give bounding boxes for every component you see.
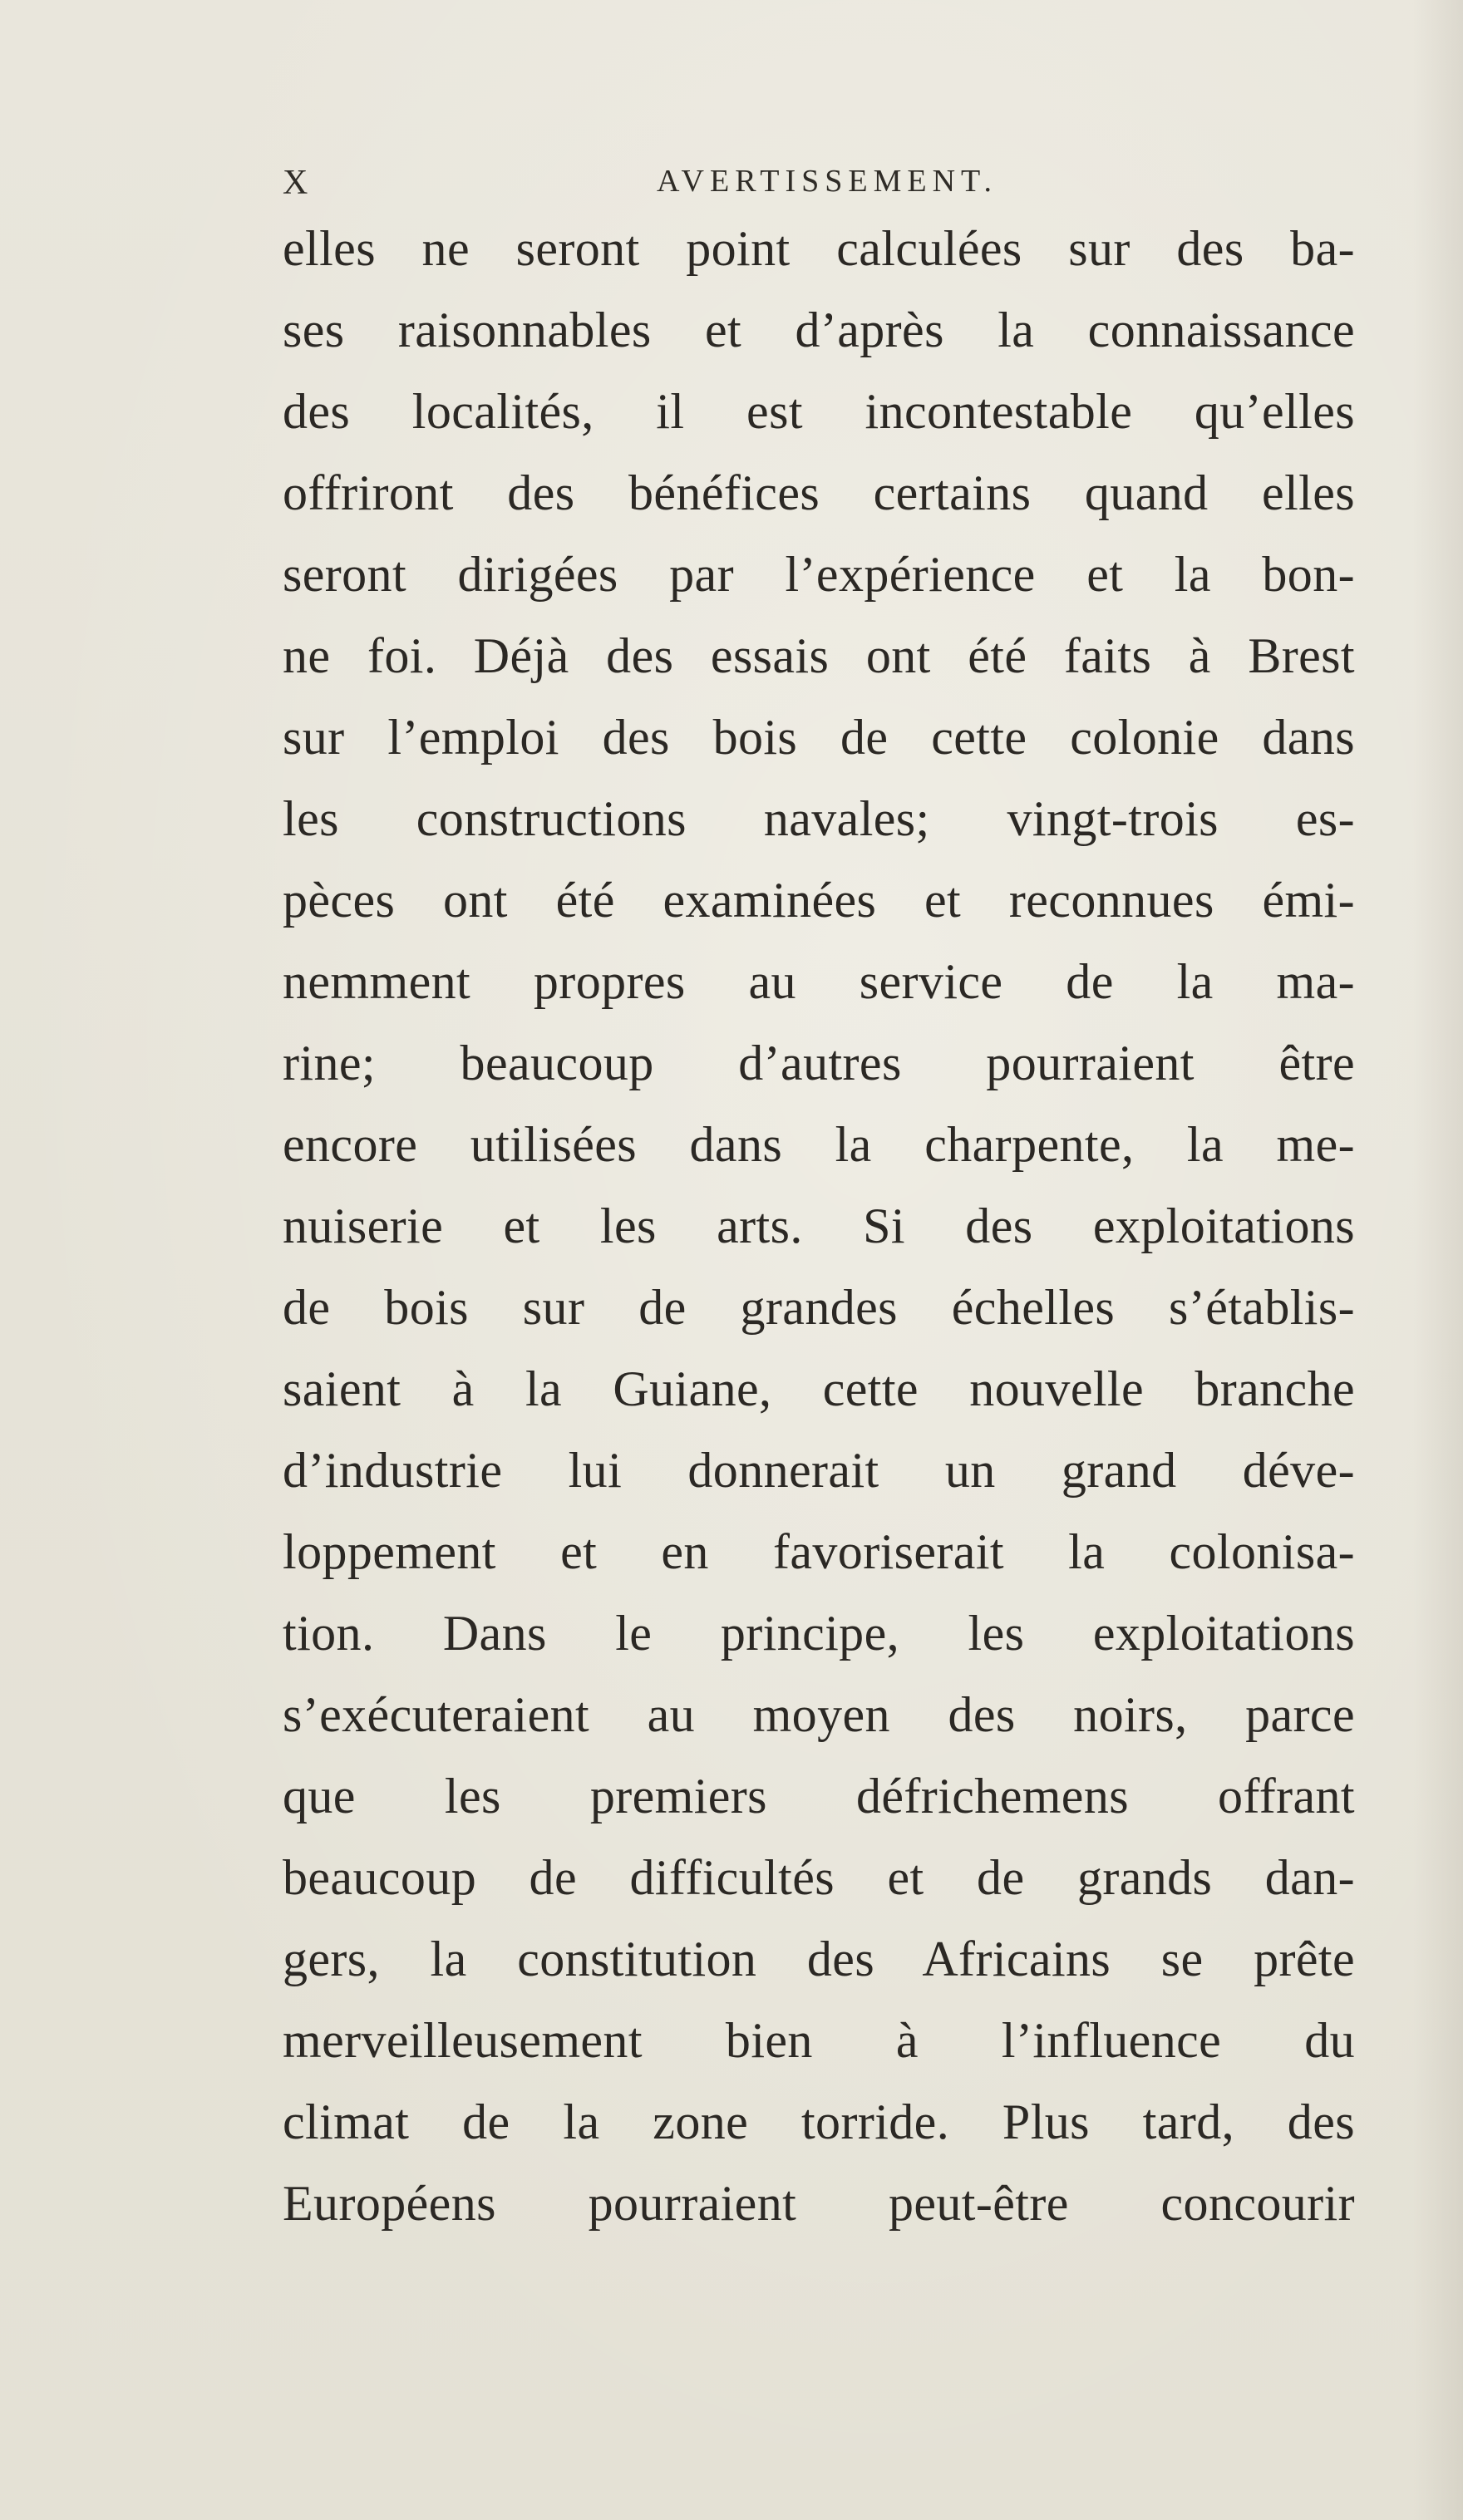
text-line: les constructions navales; vingt-trois es- (283, 791, 1355, 846)
text-line: beaucoup de difficultés et de grands dan- (283, 1850, 1355, 1905)
page-header (283, 163, 1355, 213)
text-line: des localités, il est incontestable qu’elles (283, 384, 1355, 439)
text-line: offriront des bénéfices certains quand elles (283, 465, 1355, 520)
text-line: nuiserie et les arts. Si des exploitations (283, 1198, 1355, 1253)
text-line: loppement et en favoriserait la colonisa- (283, 1524, 1355, 1579)
running-head: AVERTISSEMENT. (657, 164, 998, 199)
text-line: que les premiers défrichemens offrant (283, 1769, 1355, 1824)
text-line: rine; beaucoup d’autres pourraient être (283, 1036, 1355, 1090)
text-line: tion. Dans le principe, les exploitations (283, 1606, 1355, 1661)
text-line: ses raisonnables et d’après la connaissance (283, 303, 1355, 357)
text-line: encore utilisées dans la charpente, la me- (283, 1117, 1355, 1172)
text-line: s’exécuteraient au moyen des noirs, parce (283, 1687, 1355, 1742)
text-line: pèces ont été examinées et reconnues émi- (283, 873, 1355, 928)
text-line: elles ne seront point calculées sur des ba- (283, 221, 1355, 276)
text-line: climat de la zone torride. Plus tard, des (283, 2094, 1355, 2149)
page-edge-shadow (1413, 0, 1463, 2520)
body-text (283, 208, 1355, 2244)
text-line: Européens pourraient peut-être concourir (283, 2176, 1355, 2231)
text-line: ne foi. Déjà des essais ont été faits à Brest (283, 628, 1355, 683)
text-line: saient à la Guiane, cette nouvelle branche (283, 1361, 1355, 1416)
text-line: sur l’emploi des bois de cette colonie dans (283, 710, 1355, 765)
text-line: gers, la constitution des Africains se prête (283, 1932, 1355, 1986)
text-line: nemment propres au service de la ma- (283, 954, 1355, 1009)
text-line: seront dirigées par l’expérience et la bon- (283, 547, 1355, 602)
text-line: d’industrie lui donnerait un grand déve- (283, 1443, 1355, 1498)
text-line: de bois sur de grandes échelles s’établis- (283, 1280, 1355, 1335)
page-number: X (283, 164, 310, 202)
text-line: merveilleusement bien à l’influence du (283, 2013, 1355, 2068)
